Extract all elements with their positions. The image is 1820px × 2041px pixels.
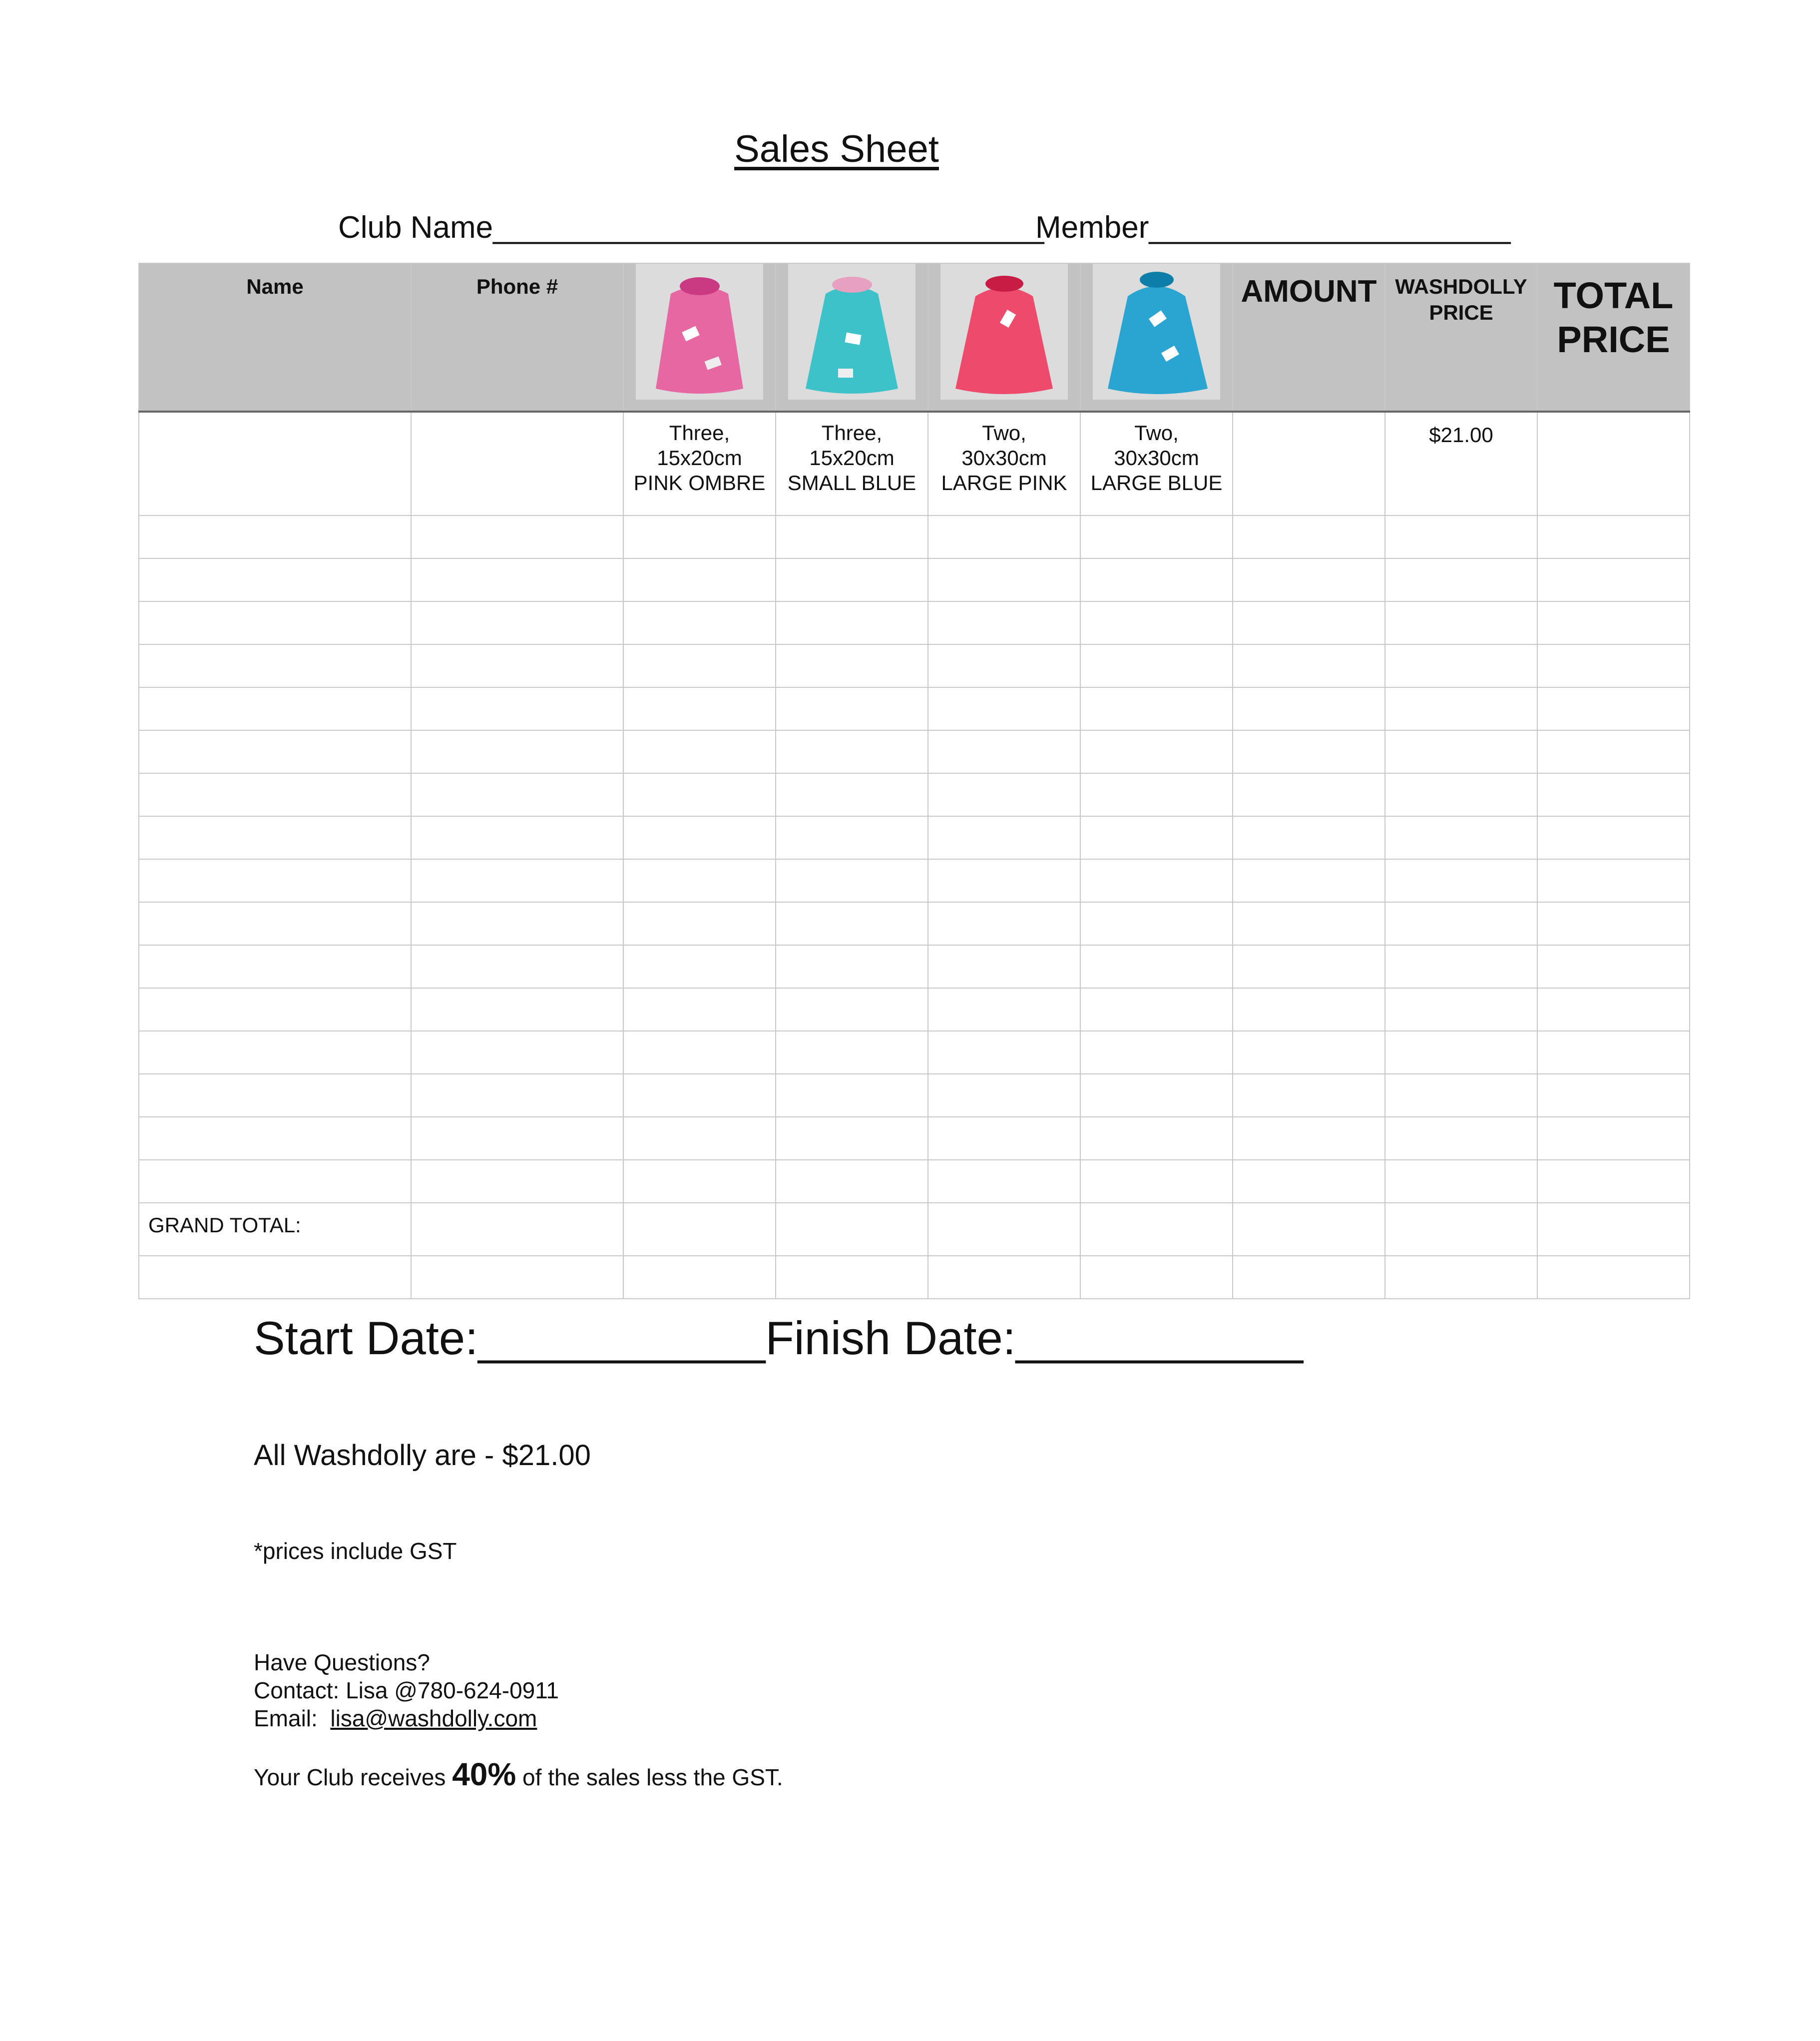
table-cell[interactable] bbox=[1080, 558, 1233, 601]
table-cell[interactable] bbox=[928, 1160, 1080, 1203]
table-cell[interactable] bbox=[776, 515, 928, 558]
table-cell[interactable] bbox=[776, 687, 928, 730]
table-cell[interactable] bbox=[928, 816, 1080, 859]
table-cell[interactable] bbox=[1233, 601, 1385, 644]
table-cell[interactable] bbox=[411, 1117, 623, 1160]
product-size: 15x20cm bbox=[809, 446, 895, 470]
table-cell[interactable] bbox=[623, 1117, 776, 1160]
table-cell[interactable] bbox=[1537, 1117, 1690, 1160]
table-cell[interactable] bbox=[1537, 687, 1690, 730]
table-cell[interactable] bbox=[1385, 816, 1537, 859]
table-cell[interactable] bbox=[411, 859, 623, 902]
table-cell[interactable] bbox=[1233, 1203, 1385, 1256]
club-receives-before: Your Club receives bbox=[254, 1764, 453, 1790]
questions-heading: Have Questions? bbox=[254, 1649, 430, 1675]
club-name-field[interactable]: Club Name________________________________ bbox=[338, 210, 1044, 245]
table-cell[interactable] bbox=[1537, 859, 1690, 902]
club-receives-note bbox=[254, 1756, 783, 1793]
all-washdolly-price-note: All Washdolly are - $21.00 bbox=[254, 1439, 591, 1472]
contact-email-line bbox=[254, 1704, 559, 1732]
table-cell[interactable] bbox=[776, 1074, 928, 1117]
table-cell[interactable] bbox=[411, 816, 623, 859]
table-cell[interactable] bbox=[1080, 730, 1233, 773]
table-cell[interactable] bbox=[1233, 1074, 1385, 1117]
table-cell[interactable] bbox=[1080, 945, 1233, 988]
table-cell[interactable] bbox=[1233, 687, 1385, 730]
table-cell[interactable] bbox=[1080, 859, 1233, 902]
table-cell[interactable] bbox=[776, 601, 928, 644]
product-qty: Three, bbox=[669, 421, 730, 445]
table-cell[interactable] bbox=[1537, 988, 1690, 1031]
dates-line bbox=[254, 1311, 1303, 1365]
table-cell[interactable] bbox=[139, 816, 411, 859]
table-cell[interactable] bbox=[1537, 601, 1690, 644]
table-cell[interactable] bbox=[1385, 1203, 1537, 1256]
header-total-line2: PRICE bbox=[1557, 319, 1670, 360]
table-cell[interactable] bbox=[776, 1160, 928, 1203]
table-cell[interactable] bbox=[1080, 1203, 1233, 1256]
table-cell[interactable] bbox=[1233, 816, 1385, 859]
table-cell[interactable] bbox=[623, 902, 776, 945]
table-cell[interactable] bbox=[1233, 730, 1385, 773]
table-cell[interactable] bbox=[1537, 644, 1690, 687]
table-cell[interactable] bbox=[1537, 558, 1690, 601]
large-pink-bag-photo bbox=[940, 264, 1068, 400]
product-photo-cell bbox=[928, 263, 1080, 412]
table-cell[interactable] bbox=[411, 558, 623, 601]
product-size: 30x30cm bbox=[1114, 446, 1199, 470]
table-cell[interactable] bbox=[139, 1031, 411, 1074]
table-cell[interactable] bbox=[928, 558, 1080, 601]
table-cell[interactable] bbox=[1537, 1074, 1690, 1117]
table-cell[interactable] bbox=[928, 644, 1080, 687]
table-cell[interactable] bbox=[1080, 644, 1233, 687]
table-cell[interactable] bbox=[1080, 1160, 1233, 1203]
table-row bbox=[139, 988, 1690, 1031]
email-link[interactable]: lisa@washdolly.com bbox=[330, 1705, 537, 1731]
table-cell[interactable] bbox=[1233, 558, 1385, 601]
table-cell[interactable] bbox=[623, 601, 776, 644]
table-cell[interactable] bbox=[928, 515, 1080, 558]
large-blue-bag-photo bbox=[1093, 264, 1220, 400]
table-cell[interactable] bbox=[139, 1117, 411, 1160]
table-cell[interactable] bbox=[139, 515, 411, 558]
name-cell[interactable] bbox=[139, 412, 411, 515]
table-cell[interactable] bbox=[928, 902, 1080, 945]
product-size: 15x20cm bbox=[657, 446, 742, 470]
header-total-line1: TOTAL bbox=[1553, 275, 1674, 316]
small-blue-bag-photo bbox=[788, 264, 915, 400]
page-title: Sales Sheet bbox=[734, 128, 939, 170]
table-cell[interactable] bbox=[1233, 945, 1385, 988]
product-description bbox=[1080, 412, 1233, 515]
table-row bbox=[139, 1117, 1690, 1160]
finish-date-field[interactable]: Finish Date:___________ bbox=[765, 1312, 1303, 1364]
table-row bbox=[139, 902, 1690, 945]
table-cell[interactable] bbox=[623, 644, 776, 687]
pink-ombre-bag-photo bbox=[636, 264, 763, 400]
table-cell[interactable] bbox=[1080, 1074, 1233, 1117]
table-cell[interactable] bbox=[411, 730, 623, 773]
phone-cell[interactable] bbox=[411, 412, 623, 515]
table-cell[interactable] bbox=[928, 945, 1080, 988]
table-cell[interactable] bbox=[139, 1256, 411, 1299]
table-cell[interactable] bbox=[1385, 902, 1537, 945]
table-cell[interactable] bbox=[411, 988, 623, 1031]
header-washdolly-price bbox=[1385, 263, 1537, 412]
table-cell[interactable] bbox=[776, 1117, 928, 1160]
table-cell[interactable] bbox=[928, 859, 1080, 902]
table-cell[interactable] bbox=[1080, 515, 1233, 558]
table-cell[interactable] bbox=[928, 1031, 1080, 1074]
table-row bbox=[139, 1074, 1690, 1117]
table-cell[interactable] bbox=[411, 601, 623, 644]
table-cell[interactable] bbox=[411, 1074, 623, 1117]
table-cell[interactable] bbox=[1385, 945, 1537, 988]
table-cell[interactable] bbox=[1080, 1256, 1233, 1299]
table-cell[interactable] bbox=[1385, 644, 1537, 687]
table-cell[interactable] bbox=[411, 1160, 623, 1203]
club-receives-percent: 40% bbox=[452, 1756, 516, 1792]
table-cell[interactable] bbox=[139, 730, 411, 773]
table-row bbox=[139, 644, 1690, 687]
table-cell[interactable] bbox=[776, 730, 928, 773]
table-cell[interactable] bbox=[139, 1160, 411, 1203]
table-cell[interactable] bbox=[1233, 1031, 1385, 1074]
product-qty: Two, bbox=[1134, 421, 1179, 445]
table-cell[interactable] bbox=[1080, 816, 1233, 859]
table-cell[interactable] bbox=[623, 1160, 776, 1203]
table-cell[interactable] bbox=[623, 988, 776, 1031]
table-cell[interactable] bbox=[1080, 902, 1233, 945]
table-cell[interactable] bbox=[928, 988, 1080, 1031]
table-cell[interactable] bbox=[1385, 773, 1537, 816]
table-cell[interactable] bbox=[1233, 1160, 1385, 1203]
table-cell[interactable] bbox=[1080, 687, 1233, 730]
header-phone: Phone # bbox=[411, 263, 623, 412]
header-total-price bbox=[1537, 263, 1690, 412]
table-row bbox=[139, 515, 1690, 558]
table-cell[interactable] bbox=[928, 1256, 1080, 1299]
product-qty: Two, bbox=[982, 421, 1026, 445]
table-cell[interactable] bbox=[1080, 1117, 1233, 1160]
table-cell[interactable] bbox=[139, 1074, 411, 1117]
table-cell[interactable] bbox=[928, 1074, 1080, 1117]
contact-phone: Contact: Lisa @780-624-0911 bbox=[254, 1677, 559, 1703]
table-cell[interactable] bbox=[776, 945, 928, 988]
table-cell[interactable] bbox=[623, 1203, 776, 1256]
table-cell[interactable] bbox=[411, 1256, 623, 1299]
table-cell[interactable] bbox=[776, 816, 928, 859]
table-row bbox=[139, 1256, 1690, 1299]
table-cell[interactable] bbox=[1385, 558, 1537, 601]
table-cell[interactable] bbox=[776, 902, 928, 945]
club-receives-after: of the sales less the GST. bbox=[516, 1764, 783, 1790]
table-cell[interactable] bbox=[928, 1203, 1080, 1256]
table-cell[interactable] bbox=[1385, 1117, 1537, 1160]
amount-cell[interactable] bbox=[1233, 412, 1385, 515]
table-cell[interactable] bbox=[1537, 1031, 1690, 1074]
table-cell[interactable] bbox=[411, 1203, 623, 1256]
table-cell[interactable] bbox=[1080, 988, 1233, 1031]
table-cell[interactable] bbox=[1233, 859, 1385, 902]
table-cell[interactable] bbox=[623, 816, 776, 859]
product-photo-cell bbox=[1080, 263, 1233, 412]
start-date-field[interactable]: Start Date:___________ bbox=[254, 1312, 766, 1364]
table-cell[interactable] bbox=[1233, 515, 1385, 558]
table-cell[interactable] bbox=[139, 902, 411, 945]
table-cell[interactable] bbox=[623, 558, 776, 601]
table-cell[interactable] bbox=[1385, 859, 1537, 902]
table-cell[interactable] bbox=[1233, 1117, 1385, 1160]
product-description-row bbox=[139, 412, 1690, 515]
table-cell[interactable] bbox=[1233, 1256, 1385, 1299]
table-cell[interactable] bbox=[139, 988, 411, 1031]
product-size: 30x30cm bbox=[961, 446, 1047, 470]
header-name: Name bbox=[139, 263, 411, 412]
grand-total-row bbox=[139, 1203, 1690, 1256]
header-amount: AMOUNT bbox=[1233, 263, 1385, 412]
table-cell[interactable] bbox=[139, 945, 411, 988]
table-cell[interactable] bbox=[1080, 1031, 1233, 1074]
table-cell[interactable] bbox=[928, 773, 1080, 816]
sales-table bbox=[138, 263, 1690, 1299]
table-row bbox=[139, 558, 1690, 601]
table-cell[interactable] bbox=[411, 902, 623, 945]
table-cell[interactable] bbox=[1385, 515, 1537, 558]
product-name: LARGE PINK bbox=[941, 471, 1067, 495]
table-cell[interactable] bbox=[139, 773, 411, 816]
table-cell[interactable] bbox=[411, 515, 623, 558]
table-cell[interactable] bbox=[928, 601, 1080, 644]
table-row bbox=[139, 687, 1690, 730]
product-name: LARGE BLUE bbox=[1090, 471, 1223, 495]
table-cell[interactable] bbox=[776, 644, 928, 687]
table-cell[interactable] bbox=[1537, 1160, 1690, 1203]
table-cell[interactable] bbox=[623, 730, 776, 773]
product-name: SMALL BLUE bbox=[787, 471, 916, 495]
table-cell[interactable] bbox=[411, 945, 623, 988]
header-washdolly-line2: PRICE bbox=[1429, 301, 1493, 324]
table-cell[interactable] bbox=[776, 1203, 928, 1256]
table-cell[interactable] bbox=[928, 1117, 1080, 1160]
table-cell[interactable] bbox=[1537, 773, 1690, 816]
table-cell[interactable] bbox=[623, 859, 776, 902]
product-description bbox=[776, 412, 928, 515]
table-cell[interactable] bbox=[1537, 1203, 1690, 1256]
table-cell[interactable] bbox=[776, 859, 928, 902]
gst-note: *prices include GST bbox=[254, 1538, 457, 1564]
product-qty: Three, bbox=[821, 421, 883, 445]
grand-total-label: GRAND TOTAL: bbox=[139, 1203, 411, 1256]
table-row bbox=[139, 1031, 1690, 1074]
table-row bbox=[139, 945, 1690, 988]
table-cell[interactable] bbox=[411, 773, 623, 816]
table-cell[interactable] bbox=[1537, 945, 1690, 988]
header-row bbox=[139, 263, 1690, 412]
contact-block bbox=[254, 1648, 559, 1732]
table-cell[interactable] bbox=[623, 773, 776, 816]
header-washdolly-line1: WASHDOLLY bbox=[1395, 275, 1527, 298]
table-row bbox=[139, 1160, 1690, 1203]
table-cell[interactable] bbox=[411, 687, 623, 730]
product-photo-cell bbox=[623, 263, 776, 412]
table-cell[interactable] bbox=[928, 730, 1080, 773]
table-cell[interactable] bbox=[623, 945, 776, 988]
member-field[interactable]: Member_____________________ bbox=[1035, 210, 1511, 245]
table-cell[interactable] bbox=[1385, 1256, 1537, 1299]
table-cell[interactable] bbox=[139, 558, 411, 601]
table-cell[interactable] bbox=[1233, 902, 1385, 945]
table-row bbox=[139, 601, 1690, 644]
table-cell[interactable] bbox=[1385, 1074, 1537, 1117]
table-cell[interactable] bbox=[139, 644, 411, 687]
table-cell[interactable] bbox=[139, 859, 411, 902]
table-cell[interactable] bbox=[776, 988, 928, 1031]
table-cell[interactable] bbox=[776, 1031, 928, 1074]
table-row bbox=[139, 773, 1690, 816]
table-cell[interactable] bbox=[411, 644, 623, 687]
table-cell[interactable] bbox=[1537, 730, 1690, 773]
table-cell[interactable] bbox=[623, 1031, 776, 1074]
table-cell[interactable] bbox=[776, 773, 928, 816]
table-cell[interactable] bbox=[623, 687, 776, 730]
table-cell[interactable] bbox=[1385, 1160, 1537, 1203]
table-cell[interactable] bbox=[1385, 687, 1537, 730]
table-cell[interactable] bbox=[623, 1256, 776, 1299]
table-cell[interactable] bbox=[1537, 515, 1690, 558]
product-photo-cell bbox=[776, 263, 928, 412]
table-cell[interactable] bbox=[139, 687, 411, 730]
product-description bbox=[928, 412, 1080, 515]
table-cell[interactable] bbox=[623, 515, 776, 558]
table-cell[interactable] bbox=[776, 1256, 928, 1299]
table-cell[interactable] bbox=[1233, 644, 1385, 687]
table-cell[interactable] bbox=[411, 1031, 623, 1074]
table-cell[interactable] bbox=[1385, 601, 1537, 644]
table-cell[interactable] bbox=[928, 687, 1080, 730]
table-cell[interactable] bbox=[776, 558, 928, 601]
table-row bbox=[139, 730, 1690, 773]
table-cell[interactable] bbox=[1233, 988, 1385, 1031]
table-cell[interactable] bbox=[1080, 601, 1233, 644]
table-row bbox=[139, 859, 1690, 902]
table-cell[interactable] bbox=[623, 1074, 776, 1117]
table-cell[interactable] bbox=[1385, 730, 1537, 773]
table-cell[interactable] bbox=[1385, 988, 1537, 1031]
table-cell[interactable] bbox=[1537, 816, 1690, 859]
table-cell[interactable] bbox=[1537, 902, 1690, 945]
washdolly-price-value: $21.00 bbox=[1385, 412, 1537, 515]
total-price-cell[interactable] bbox=[1537, 412, 1690, 515]
table-row bbox=[139, 816, 1690, 859]
table-cell[interactable] bbox=[1080, 773, 1233, 816]
table-cell[interactable] bbox=[139, 601, 411, 644]
product-description bbox=[623, 412, 776, 515]
product-name: PINK OMBRE bbox=[633, 471, 766, 495]
table-cell[interactable] bbox=[1385, 1031, 1537, 1074]
table-cell[interactable] bbox=[1233, 773, 1385, 816]
email-label: Email: bbox=[254, 1705, 318, 1731]
table-cell[interactable] bbox=[1537, 1256, 1690, 1299]
